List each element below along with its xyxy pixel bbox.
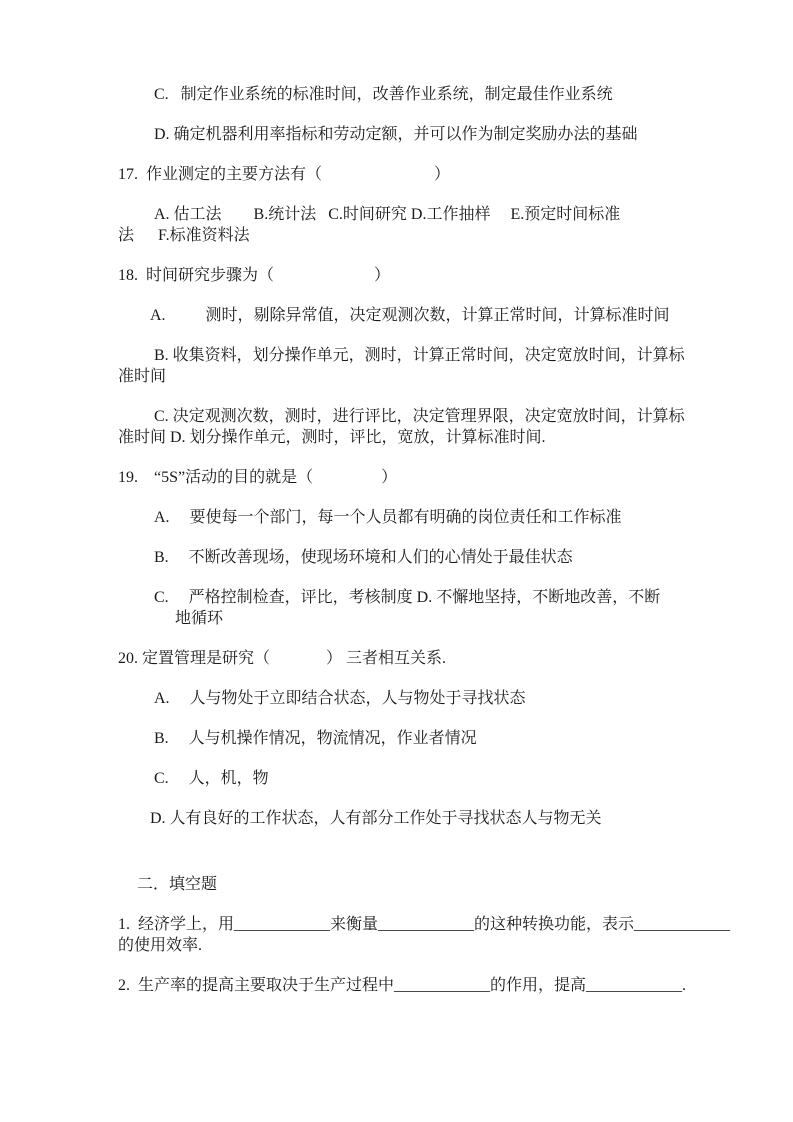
question-17-options-line-2: 法 F.标准资料法 [118, 227, 250, 244]
question-18-option-b-line-1: B. 收集资料，划分操作单元，测时，计算正常时间，决定宽放时间，计算标 [154, 347, 685, 364]
question-20-option-c: C. 人，机，物 [154, 770, 269, 787]
section-2-heading: 二．填空题 [137, 876, 218, 893]
question-18-option-a: A. 测时，剔除异常值，决定观测次数，计算正常时间，计算标准时间 [150, 307, 670, 324]
question-18-option-c-line-1: C. 决定观测次数，测时，进行评比，决定管理界限，决定宽放时间，计算标 [154, 408, 685, 425]
question-20-option-b: B. 人与机操作情况，物流情况，作业者情况 [154, 730, 477, 747]
question-19-stem: 19. “5S”活动的目的就是（ ） [118, 469, 398, 486]
question-20-option-a: A. 人与物处于立即结合状态，人与物处于寻找状态 [154, 690, 526, 707]
question-17-stem: 17. 作业测定的主要方法有（ ） [118, 166, 451, 183]
prev-question-option-d: D. 确定机器利用率指标和劳动定额，并可以作为制定奖励办法的基础 [154, 126, 638, 143]
fill-question-1-line-2: 的使用效率. [118, 937, 203, 954]
question-19-option-c-line-2: 地循环 [175, 610, 224, 627]
question-18-stem: 18. 时间研究步骤为（ ） [118, 267, 391, 284]
prev-question-option-c: C. 制定作业系统的标准时间，改善作业系统，制定最佳作业系统 [154, 86, 613, 103]
question-20-stem: 20. 定置管理是研究（ ） 三者相互关系. [118, 650, 447, 667]
question-19-option-b: B. 不断改善现场，使现场环境和人们的心情处于最佳状态 [154, 549, 573, 566]
question-18-option-c-line-2: 准时间 D. 划分操作单元，测时，评比，宽放，计算标准时间. [118, 429, 546, 446]
question-19-option-a: A. 要使每一个部门，每一个人员都有明确的岗位责任和工作标准 [154, 509, 622, 526]
question-17-options-line-1: A. 估工法 B.统计法 C.时间研究 D.工作抽样 E.预定时间标准 [154, 206, 621, 223]
fill-question-1-line-1: 1. 经济学上，用____________来衡量____________的这种转换功能，表示____________ [118, 916, 731, 933]
question-20-option-d: D. 人有良好的工作状态，人有部分工作处于寻找状态人与物无关 [150, 810, 602, 827]
question-18-option-b-line-2: 准时间 [118, 368, 167, 385]
question-19-option-c-line-1: C. 严格控制检查，评比，考核制度 D. 不懈地坚持，不断地改善，不断 [154, 589, 661, 606]
fill-question-2-line-1: 2. 生产率的提高主要取决于生产过程中____________的作用，提高____________. [118, 977, 687, 994]
